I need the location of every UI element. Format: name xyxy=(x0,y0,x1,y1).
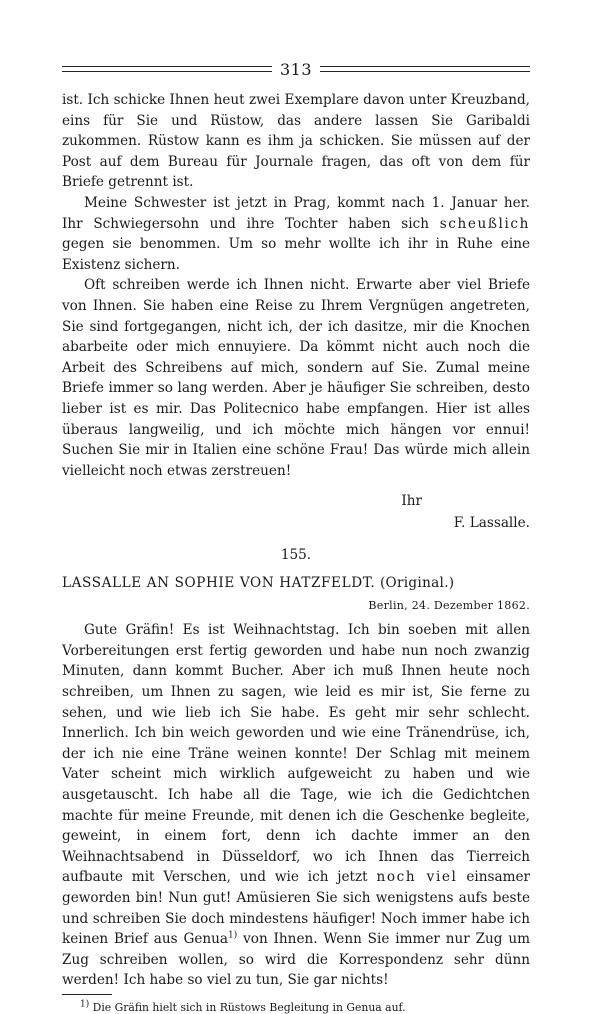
footnote-text: Die Gräfin hielt sich in Rüstows Begleitung in Genua auf. xyxy=(89,1000,406,1014)
book-page xyxy=(62,56,530,1014)
paragraph-1: ist. Ich schicke Ihnen heut zwei Exemplare davon unter Kreuzband, eins für Sie und Rüstow, das andere lassen Sie Garibaldi zukommen. Rüstow kann es ihm ja schicken. Sie müssen auf der Post auf dem Bureau für Journale fragen, das oft von dem für Briefe getrennt ist. xyxy=(62,92,530,191)
paragraph-2-text-b: gegen sie benommen. Um so mehr wollte ich ihr in Ruhe eine Existenz sichern. xyxy=(62,236,530,273)
letter-heading-title: LASSALLE AN SOPHIE VON HATZFELDT. xyxy=(62,575,376,592)
letter-text-b: einsamer geworden bin! Nun gut! Amüsieren Sie sich wenigstens aufs beste und schreiben Sie doch mindestens häufiger! Noch immer habe ich keinen Brief aus Genua xyxy=(62,869,530,948)
header-rule-right xyxy=(320,66,530,72)
page-number: 313 xyxy=(279,59,313,79)
letter-heading xyxy=(62,575,530,591)
letter-emphasized: noch viel xyxy=(376,869,458,886)
footnote-reference: 1) xyxy=(228,930,238,941)
paragraph-3: Oft schreiben werde ich Ihnen nicht. Erwarte aber viel Briefe von Ihnen. Sie haben eine Reise zu Ihrem Vergnügen angetreten, Sie sind fortgegangen, nicht ich, der ich dasitze, mir die Knochen abarbeite oder mich ennuyiere. Da kömmt nicht auch noch die Arbeit des Schreibens auf mich, sondern auf Sie. Zumal meine Briefe immer so lang werden. Aber je häufiger Sie schreiben, desto lieber ist es mir. Das Politecnico habe empfangen. Hier ist alles überaus langweilig, und ich möchte mich hängen vor ennui! Suchen Sie mir in Italien eine schöne Frau! Das würde mich allein vielleicht noch etwas zerstreuen! xyxy=(62,277,530,479)
footnote-rule xyxy=(62,994,112,995)
page-header xyxy=(62,56,530,82)
header-rule-left xyxy=(62,66,272,72)
emphasized-word: scheußlich xyxy=(439,215,530,232)
letter-number: 155. xyxy=(280,547,312,564)
paragraph-2 xyxy=(62,193,530,275)
letter-text-a: Gute Gräfin! Es ist Weihnachtstag. Ich bin soeben mit allen Vorbereitungen erst fertig geworden und habe nun noch zwanzig Minuten, dann kommt Bucher. Aber ich muß Ihnen heute noch schreiben, um Ihnen zu sagen, wie leid es mir ist, Sie ferne zu sehen, und wie lieb ich Sie habe. Es geht mir sehr schlecht. Innerlich. Ich bin weich geworden und wie eine Tränendrüse, ich, der ich nie eine Träne weinen konnte! Der Schlag mit meinem Vater scheint mich wirklich aufgeweicht zu haben und wie ausgetauscht. Ich habe all die Tage, wie ich die Gedichtchen machte für meine Freunde, mit denen ich die Geschenke begleite, geweint, in einem fort, denn ich dachte immer an den Weihnachtsabend in Düsseldorf, wo ich Ihnen das Tierreich aufbaute mit Verschen, und wie ich jetzt xyxy=(62,622,530,886)
footnote xyxy=(62,1001,530,1014)
letter-body xyxy=(62,620,530,991)
closing: Ihr xyxy=(401,493,422,510)
letter-heading-note: (Original.) xyxy=(379,575,455,592)
carryover-letter xyxy=(62,90,530,481)
paragraph-2-text-a: Meine Schwester ist jetzt in Prag, kommt nach 1. Januar her. Ihr Schwiegersohn und ihre Tochter haben sich xyxy=(62,194,530,232)
footnote-mark: 1) xyxy=(80,999,90,1010)
letter-text-c: von Ihnen. Wenn Sie immer nur Zug um Zug schreiben wollen, so wird die Korrespondenz sehr dünn werden! Ich habe so viel zu tun, Sie gar nichts! xyxy=(62,931,530,989)
letter-paragraph xyxy=(62,620,530,991)
signature: F. Lassalle. xyxy=(453,515,530,532)
dateline: Berlin, 24. Dezember 1862. xyxy=(368,599,530,613)
